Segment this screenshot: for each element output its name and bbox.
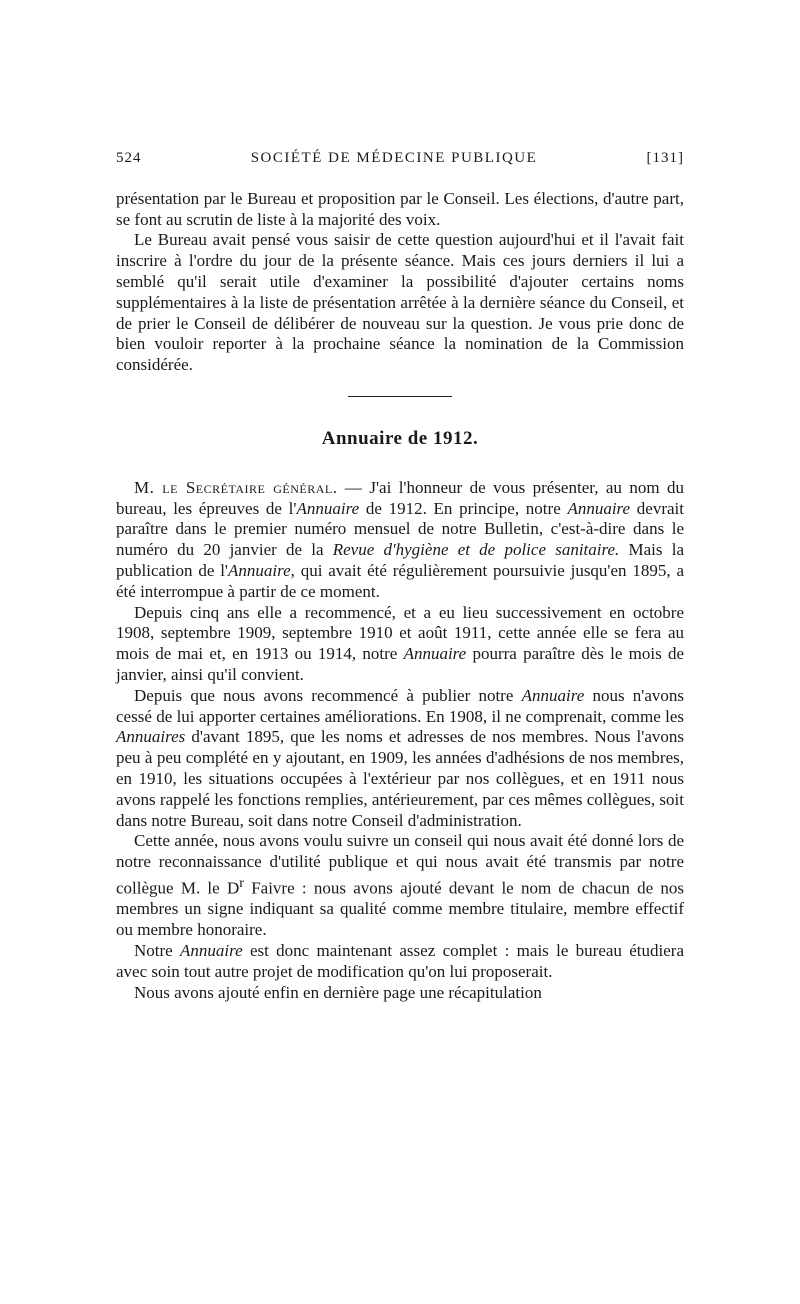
section-paragraph-6: Nous avons ajouté enfin en dernière page une récapitulation [134,982,542,1002]
section-paragraph-5: Notre Annuaire est donc maintenant assez complet : mais le bureau étudiera avec soin tout autre projet de modification qu'on lui proposerait. [116,940,684,981]
section-paragraph-3: Depuis que nous avons recommencé à publier notre Annuaire nous n'avons cessé de lui apporter certaines améliorations. En 1908, il ne comprenait, comme les Annuaires d'avant 1895, que les noms et adresses de nos membres. Nous l'avons peu à peu complété en y ajoutant, en 1909, les années d'adhésions de nos membres, en 1910, les situations occupées à l'extérieur par nos collègues, et en 1911 nous avons rappelé les fonctions remplies, antérieurement, par ces mêmes collègues, soit dans notre Bureau, soit dans notre Conseil d'administration. [116,685,685,830]
intro-paragraph-1: présentation par le Bureau et proposition par le Conseil. Les élections, d'autre part, se font au scrutin de liste à la majorité des voix. [116,188,684,229]
speaker-name: M. le Secrétaire général. [134,477,338,497]
running-title: SOCIÉTÉ DE MÉDECINE PUBLIQUE [250,150,538,166]
page-number: 524 [116,150,142,166]
section-paragraph-1: M. le Secrétaire général. — J'ai l'honneur de vous présenter, au nom du bureau, les épreuves de l'Annuaire de 1912. En principe, notre Annuaire devrait paraître dans le premier numéro mensuel de notre Bulletin, c'est-à-dire dans le numéro du 20 janvier de la Revue d'hygiène et de police sanitaire. Mais la publication de l'Annuaire, qui avait été régulièrement poursuivie jusqu'en 1895, a été interrompue à partir de ce moment. [116,477,685,601]
section-paragraph-2: Depuis cinq ans elle a recommencé, et a eu lieu successivement en octobre 1908, septembre 1909, septembre 1910 et août 1911, cette année elle se fera au mois de mai et, en 1913 ou 1914, notre Annuaire pourra paraître dès le mois de janvier, ainsi qu'il convient. [116,602,685,684]
document-page [116,148,684,1003]
bracket-number: [131] [646,150,684,166]
section-heading: Annuaire de 1912. [321,427,479,449]
intro-paragraph-2: Le Bureau avait pensé vous saisir de cette question aujourd'hui et il l'avait fait inscrire à l'ordre du jour de la présente séance. Mais ces jours derniers il lui a semblé qu'il serait utile d'examiner la possibilité d'ajouter certains noms supplémentaires à la liste de présentation arrêtée à la dernière séance du Conseil, et de prier le Conseil de délibérer de nouveau sur la question. Je vous prie donc de bien vouloir reporter à la prochaine séance la nomination de la Commission considérée. [116,230,684,375]
section-body [116,478,684,1004]
section-divider [348,396,452,397]
section-paragraph-4: Cette année, nous avons voulu suivre un conseil qui nous avait été donné lors de notre reconnaissance d'utilité publique et qui nous avait été transmis par notre collègue M. le $D^r$ Faivre : nous avons ajouté devant le nom de chacun de nos membres un signe indiquant sa qualité comme membre titulaire, membre effectif ou membre honoraire. [116,831,684,940]
running-header [116,148,684,169]
